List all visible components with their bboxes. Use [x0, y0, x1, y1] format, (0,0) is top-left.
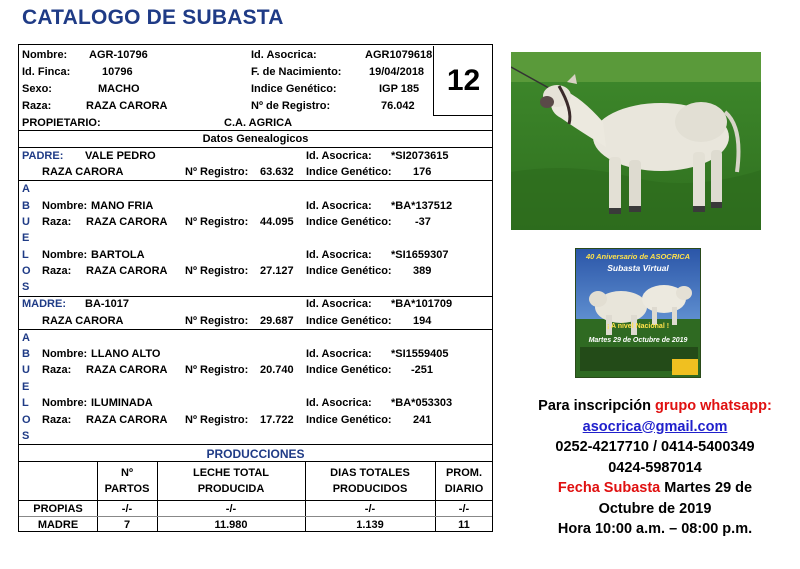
raza-label: Raza: [22, 100, 52, 112]
abuelo-materno-asocrica-label: Id. Asocrica: [306, 348, 372, 360]
abuela-materna-raza-label: Raza: [42, 414, 72, 426]
madre-asocrica: *BA*101709 [391, 298, 453, 310]
abuela-genetico-label: Indice Genético: [306, 265, 392, 277]
abuelo-materno-raza: RAZA CARORA [86, 364, 168, 376]
abuelo-asocrica: *BA*137512 [391, 200, 453, 212]
madre-label: MADRE: [22, 298, 66, 310]
registro-value: 76.042 [381, 100, 415, 112]
abuelos-letter: E [22, 381, 30, 393]
padre-genetico: 176 [413, 166, 432, 178]
abuela-asocrica-label: Id. Asocrica: [306, 249, 372, 261]
abuela-raza: RAZA CARORA [86, 265, 168, 277]
padre-name: VALE PEDRO [85, 150, 156, 162]
sexo-label: Sexo: [22, 83, 52, 95]
abuela-materna-raza: RAZA CARORA [86, 414, 168, 426]
abuela-materna-asocrica-label: Id. Asocrica: [306, 397, 372, 409]
abuela-name: BARTOLA [91, 249, 145, 261]
abuelo-registro-label: Nº Registro: [185, 216, 249, 228]
asocrica-label: Id. Asocrica: [251, 49, 317, 61]
abuela-materna-registro-label: Nº Registro: [185, 414, 249, 426]
catalog-title: CATALOGO DE SUBASTA [22, 6, 284, 29]
abuelos-letter: U [22, 364, 30, 376]
abuelo-asocrica-label: Id. Asocrica: [306, 200, 372, 212]
abuelo-materno-registro-label: Nº Registro: [185, 364, 249, 376]
abuelos-letter: B [22, 348, 30, 360]
registro-label: Nº de Registro: [251, 100, 331, 112]
phones-line2: 0424-5987014 [608, 459, 702, 476]
madre-dias: 1.139 [356, 519, 384, 531]
padre-raza: RAZA CARORA [42, 166, 124, 178]
abuela-materna-name: ILUMINADA [91, 397, 153, 409]
propietario-label: PROPIETARIO: [22, 117, 101, 129]
genealogy-header: Datos Genealogicos [202, 133, 309, 145]
madre-partos: 7 [123, 519, 131, 531]
madre-asocrica-label: Id. Asocrica: [306, 298, 372, 310]
lot-number: 12 [433, 46, 493, 116]
abuela-asocrica: *SI1659307 [391, 249, 449, 261]
sexo-value: MACHO [98, 83, 140, 95]
padre-asocrica: *SI2073615 [391, 150, 449, 162]
padre-registro-label: Nº Registro: [185, 166, 249, 178]
finca-label: Id. Finca: [22, 66, 71, 78]
poster-line3: ¡ A nivel Nacional ! [606, 323, 670, 330]
abuelos-letter: U [22, 216, 30, 228]
abuela-nombre-label: Nombre: [42, 249, 88, 261]
abuelo-genetico: -37 [415, 216, 431, 228]
hora-line: Hora 10:00 a.m. – 08:00 p.m. [557, 521, 753, 537]
nacimiento-value: 19/04/2018 [369, 66, 425, 78]
fecha-line2: Octubre de 2019 [598, 500, 712, 517]
abuelo-materno-asocrica: *SI1559405 [391, 348, 449, 360]
abuelo-materno-raza-label: Raza: [42, 364, 72, 376]
genetico-value: IGP 185 [379, 83, 420, 95]
abuelo-name: MANO FRIA [91, 200, 154, 212]
col-partos-header: Nº PARTOS [104, 467, 150, 495]
propias-partos: -/- [121, 503, 133, 515]
genetico-label: Indice Genético: [251, 83, 337, 95]
poster-line2: Subasta Virtual [607, 263, 669, 273]
madre-name: BA-1017 [85, 298, 130, 310]
propias-leche: -/- [225, 503, 237, 515]
catalog-sheet [18, 44, 493, 532]
row-madre-label: MADRE [37, 519, 79, 531]
madre-raza: RAZA CARORA [42, 315, 124, 327]
madre-leche: 11.980 [214, 519, 248, 531]
contact-info [510, 396, 800, 540]
abuelos-letter: B [22, 200, 30, 212]
abuelo-genetico-label: Indice Genético: [306, 216, 392, 228]
abuelo-raza: RAZA CARORA [86, 216, 168, 228]
producciones-header: PRODUCCIONES [206, 447, 305, 461]
abuelo-materno-genetico: -251 [411, 364, 434, 376]
madre-genetico-label: Indice Genético: [306, 315, 392, 327]
propias-prom: -/- [458, 503, 470, 515]
abuela-raza-label: Raza: [42, 265, 72, 277]
event-poster [575, 248, 701, 378]
abuelo-materno-nombre-label: Nombre: [42, 348, 88, 360]
propietario-value: C.A. AGRICA [224, 117, 293, 129]
poster-line4: Martes 29 de Octubre de 2019 [588, 337, 688, 344]
col-leche-header: LECHE TOTAL PRODUCIDA [193, 467, 269, 495]
abuelos-letter: S [22, 430, 30, 442]
abuelos-letter: L [22, 397, 29, 409]
row-propias-label: PROPIAS [33, 503, 83, 515]
abuelo-materno-genetico-label: Indice Genético: [306, 364, 392, 376]
padre-label: PADRE: [22, 150, 64, 162]
col-prom-header: PROM. DIARIO [444, 467, 484, 495]
madre-genetico: 194 [413, 315, 432, 327]
asocrica-value: AGR1079618 [365, 49, 433, 61]
abuela-genetico: 389 [413, 265, 432, 277]
abuelo-nombre-label: Nombre: [42, 200, 88, 212]
abuelos-letter: A [22, 332, 30, 344]
col-dias-header: DIAS TOTALES PRODUCIDOS [330, 467, 410, 495]
nacimiento-label: F. de Nacimiento: [251, 66, 342, 78]
abuela-materna-asocrica: *BA*053303 [391, 397, 453, 409]
madre-prom: 11 [458, 519, 470, 531]
abuela-registro-label: Nº Registro: [185, 265, 249, 277]
abuela-registro: 27.127 [260, 265, 294, 277]
abuelo-registro: 44.095 [260, 216, 294, 228]
phones-line1: 0252-4217710 / 0414-5400349 [555, 439, 755, 455]
abuela-materna-registro: 17.722 [260, 414, 294, 426]
finca-value: 10796 [102, 66, 133, 78]
padre-asocrica-label: Id. Asocrica: [306, 150, 372, 162]
propias-dias: -/- [364, 503, 376, 515]
poster-line1: 40 Aniversario de ASOCRICA [585, 252, 691, 261]
raza-value: RAZA CARORA [86, 100, 168, 112]
abuelos-letter: L [22, 249, 29, 261]
abuelo-raza-label: Raza: [42, 216, 72, 228]
abuela-materna-genetico: 241 [413, 414, 432, 426]
nombre-label: Nombre: [22, 49, 68, 61]
email-link[interactable]: asocrica@gmail.com [582, 418, 728, 435]
abuelo-materno-name: LLANO ALTO [91, 348, 161, 360]
nombre-value: AGR-10796 [89, 49, 148, 61]
abuela-materna-nombre-label: Nombre: [42, 397, 88, 409]
animal-photo [511, 52, 761, 230]
abuelos-letter: E [22, 232, 30, 244]
inscripcion-line: Para inscripción grupo whatsapp: [538, 398, 772, 414]
fecha-line: Fecha Subasta Martes 29 de [557, 480, 753, 496]
abuelos-letter: A [22, 183, 30, 195]
padre-registro: 63.632 [260, 166, 294, 178]
abuelo-materno-registro: 20.740 [260, 364, 294, 376]
madre-registro: 29.687 [260, 315, 294, 327]
abuelos-letter: O [22, 414, 31, 426]
abuelos-letter: S [22, 281, 30, 293]
abuelos-letter: O [22, 265, 31, 277]
madre-registro-label: Nº Registro: [185, 315, 249, 327]
abuela-materna-genetico-label: Indice Genético: [306, 414, 392, 426]
padre-genetico-label: Indice Genético: [306, 166, 392, 178]
